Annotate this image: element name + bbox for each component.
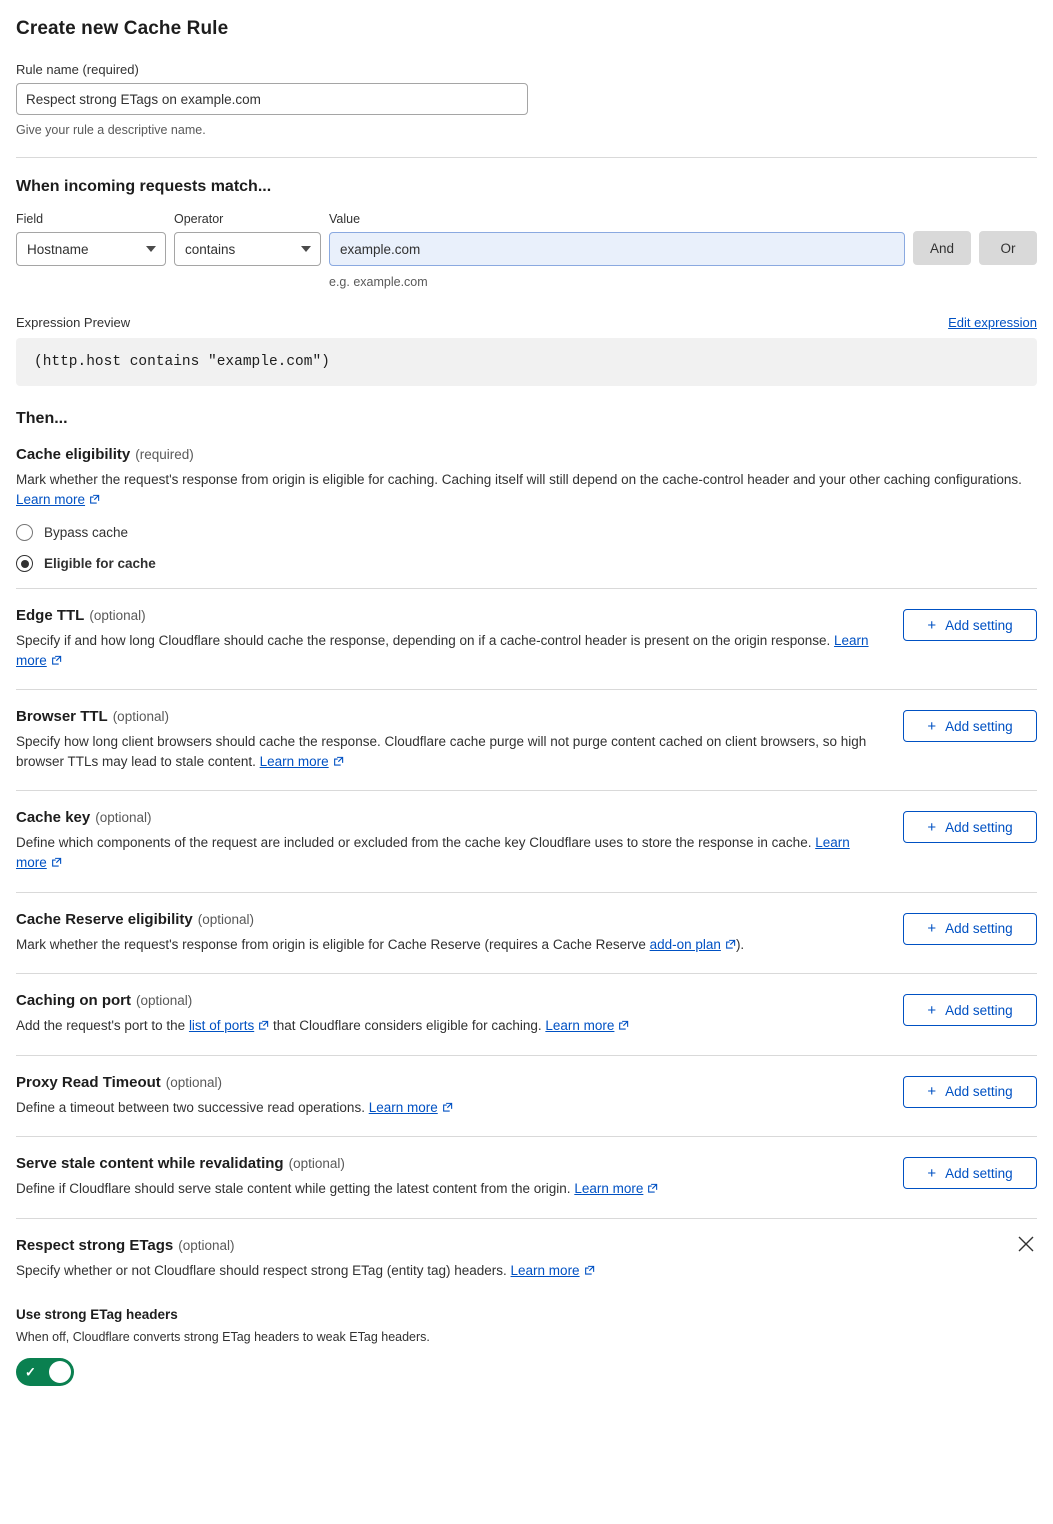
operator-select-value: contains — [185, 241, 236, 257]
setting-row — [16, 1055, 1037, 1137]
add-setting-label: Add setting — [945, 1084, 1013, 1100]
field-select[interactable] — [16, 232, 166, 266]
external-link-icon — [725, 936, 736, 956]
setting-info — [16, 1155, 879, 1200]
setting-row — [16, 689, 1037, 790]
setting-title-text: Proxy Read Timeout — [16, 1073, 161, 1091]
setting-optional: (optional) — [197, 911, 255, 927]
setting-info — [16, 607, 879, 671]
cache-eligibility-optional: (required) — [135, 447, 194, 462]
learn-more-link[interactable]: Learn more — [16, 835, 850, 870]
setting-row — [16, 1136, 1037, 1218]
learn-more-link[interactable]: Learn more — [16, 633, 869, 668]
expression-preview: (http.host contains "example.com") — [16, 338, 1037, 386]
cache-eligibility-description — [16, 470, 1026, 510]
setting-optional: (optional) — [136, 993, 193, 1009]
match-row — [16, 212, 1037, 289]
expression-header — [16, 315, 1037, 330]
chevron-down-icon — [301, 246, 311, 252]
external-link-icon — [584, 1262, 595, 1282]
setting-title — [16, 809, 879, 826]
expression-preview-label: Expression Preview — [16, 315, 131, 330]
plus-icon: + — [927, 717, 937, 735]
check-icon: ✓ — [25, 1364, 36, 1380]
radio-bypass-cache-label: Bypass cache — [44, 525, 129, 541]
toggle-knob — [49, 1361, 71, 1383]
add-setting-button[interactable] — [903, 1157, 1037, 1189]
etags-toggle-description: When off, Cloudflare converts strong ETag headers to weak ETag headers. — [16, 1330, 430, 1345]
setting-description-post: ). — [735, 936, 745, 952]
learn-more-link[interactable]: Learn more — [259, 753, 329, 769]
setting-title-text: Browser TTL — [16, 708, 108, 726]
setting-description — [16, 1016, 879, 1037]
setting-optional: (optional) — [288, 1156, 345, 1172]
cache-eligibility-learn-more-link[interactable]: Learn more — [16, 491, 86, 507]
page-title: Create new Cache Rule — [16, 18, 229, 39]
setting-title — [16, 1074, 879, 1091]
setting-info — [16, 911, 879, 956]
learn-more-link[interactable]: Learn more — [574, 1181, 644, 1197]
setting-info — [16, 1074, 879, 1119]
external-link-icon — [647, 1180, 658, 1200]
radio-icon — [16, 524, 33, 541]
external-link-icon — [51, 652, 62, 672]
add-setting-button[interactable] — [903, 994, 1037, 1026]
setting-title — [16, 607, 879, 624]
setting-title — [16, 992, 879, 1009]
operator-column — [174, 212, 321, 266]
setting-description — [16, 935, 879, 956]
plus-icon: + — [927, 616, 937, 634]
etags-optional: (optional) — [178, 1237, 235, 1253]
and-button[interactable]: And — [913, 231, 971, 265]
value-hint: e.g. example.com — [329, 275, 428, 289]
setting-row — [16, 588, 1037, 689]
plus-icon: + — [927, 1001, 937, 1019]
external-link-icon — [89, 491, 100, 511]
setting-optional: (optional) — [89, 608, 146, 624]
value-column — [329, 212, 905, 289]
add-setting-button[interactable] — [903, 1076, 1037, 1108]
match-heading: When incoming requests match... — [16, 178, 272, 195]
add-setting-button[interactable] — [903, 710, 1037, 742]
field-column — [16, 212, 166, 266]
plus-icon: + — [927, 1164, 937, 1182]
setting-description — [16, 833, 879, 873]
etags-toggle[interactable] — [16, 1358, 74, 1386]
or-button[interactable]: Or — [979, 231, 1037, 265]
value-input[interactable] — [329, 232, 905, 266]
edit-expression-link[interactable]: Edit expression — [948, 315, 1037, 330]
add-setting-label: Add setting — [945, 718, 1013, 734]
divider — [16, 157, 1037, 158]
setting-title-text: Edge TTL — [16, 607, 85, 625]
value-label: Value — [329, 212, 361, 226]
add-setting-label: Add setting — [945, 819, 1013, 835]
then-heading: Then... — [16, 410, 68, 427]
add-setting-button[interactable] — [903, 811, 1037, 843]
setting-info — [16, 809, 879, 873]
operator-label: Operator — [174, 212, 224, 226]
setting-description-text: Add the request's port to the — [16, 1018, 189, 1034]
setting-description-text: Define a timeout between two successive read operations. — [16, 1099, 369, 1115]
setting-title-text: Cache key — [16, 809, 91, 827]
setting-row — [16, 790, 1037, 891]
add-setting-label: Add setting — [945, 617, 1013, 633]
setting-info — [16, 708, 879, 772]
setting-description — [16, 1098, 879, 1119]
radio-eligible-for-cache[interactable] — [16, 555, 1037, 572]
external-link-icon — [258, 1017, 269, 1037]
learn-more-link[interactable]: Learn more — [368, 1099, 438, 1115]
field-label: Field — [16, 212, 44, 226]
rule-name-input[interactable] — [16, 83, 528, 115]
setting-title — [16, 911, 879, 928]
rule-name-label: Rule name (required) — [16, 62, 139, 77]
plus-icon: + — [927, 818, 937, 836]
etags-description — [16, 1261, 1026, 1282]
setting-description — [16, 1179, 879, 1200]
setting-title — [16, 1155, 879, 1172]
setting-row — [16, 892, 1037, 974]
setting-optional: (optional) — [112, 709, 169, 725]
setting-optional: (optional) — [165, 1074, 223, 1090]
add-on-plan-link[interactable]: add-on plan — [649, 936, 721, 952]
external-link-icon — [51, 854, 62, 874]
cache-eligibility-title-text: Cache eligibility — [16, 446, 131, 463]
setting-optional: (optional) — [95, 810, 152, 826]
cache-eligibility-title — [16, 446, 1037, 463]
logic-buttons — [913, 212, 1037, 265]
etags-description-text: Specify whether or not Cloudflare should respect strong ETag (entity tag) headers. — [16, 1262, 511, 1278]
chevron-down-icon — [146, 246, 156, 252]
add-setting-label: Add setting — [945, 1002, 1013, 1018]
radio-bypass-cache[interactable] — [16, 524, 1037, 541]
setting-description — [16, 631, 879, 671]
learn-more-link[interactable]: Learn more — [545, 1018, 615, 1034]
etags-title-text: Respect strong ETags — [16, 1236, 174, 1254]
radio-selected-icon — [16, 555, 33, 572]
rule-name-group — [16, 62, 1037, 137]
field-select-value: Hostname — [27, 241, 89, 257]
plus-icon: + — [927, 920, 937, 937]
add-setting-button[interactable] — [903, 609, 1037, 641]
etags-title — [16, 1237, 1037, 1254]
etags-toggle-title: Use strong ETag headers — [16, 1307, 178, 1323]
external-link-icon — [442, 1099, 453, 1119]
close-icon[interactable] — [1015, 1233, 1037, 1255]
setting-info — [16, 992, 879, 1037]
cache-eligibility-description-text: Mark whether the request's response from origin is eligible for caching. Caching itself will still depend on the cache-control header and your other caching configurations. — [16, 472, 1022, 487]
add-setting-label: Add setting — [945, 921, 1013, 936]
setting-title-text: Cache Reserve eligibility — [16, 910, 193, 928]
add-setting-button[interactable] — [903, 913, 1037, 945]
setting-description-text: Define which components of the request are included or excluded from the cache key Cloudflare uses to store the response in cache. — [16, 835, 816, 851]
cache-eligibility-section — [16, 446, 1037, 572]
setting-description — [16, 732, 879, 772]
setting-title-text: Serve stale content while revalidating — [16, 1155, 284, 1173]
add-setting-label: Add setting — [945, 1165, 1013, 1181]
rule-name-helper: Give your rule a descriptive name. — [16, 123, 206, 137]
setting-description-text: Specify if and how long Cloudflare should cache the response, depending on if a cache-control header is present on the origin response. — [16, 633, 835, 649]
setting-title-text: Caching on port — [16, 992, 131, 1010]
respect-strong-etags-section — [16, 1218, 1037, 1387]
external-link-icon — [618, 1017, 629, 1037]
setting-row — [16, 973, 1037, 1055]
external-link-icon — [333, 753, 344, 773]
list-of-ports-link[interactable]: list of ports — [188, 1018, 255, 1034]
learn-more-link[interactable]: Learn more — [510, 1262, 580, 1278]
setting-description-mid: that Cloudflare considers eligible for caching. — [269, 1018, 546, 1034]
setting-description-text: Define if Cloudflare should serve stale content while getting the latest content from the origin. — [16, 1181, 575, 1197]
plus-icon: + — [927, 1083, 937, 1101]
radio-eligible-for-cache-label: Eligible for cache — [44, 556, 156, 572]
setting-description-text: Mark whether the request's response from origin is eligible for Cache Reserve (requires a Cache Reserve — [16, 936, 650, 952]
setting-description-text: Specify how long client browsers should cache the response. Cloudflare cache purge will not purge content cached on client browsers, so high browser TTLs may lead to stale content. — [16, 734, 867, 769]
setting-title — [16, 708, 879, 725]
operator-select[interactable] — [174, 232, 321, 266]
